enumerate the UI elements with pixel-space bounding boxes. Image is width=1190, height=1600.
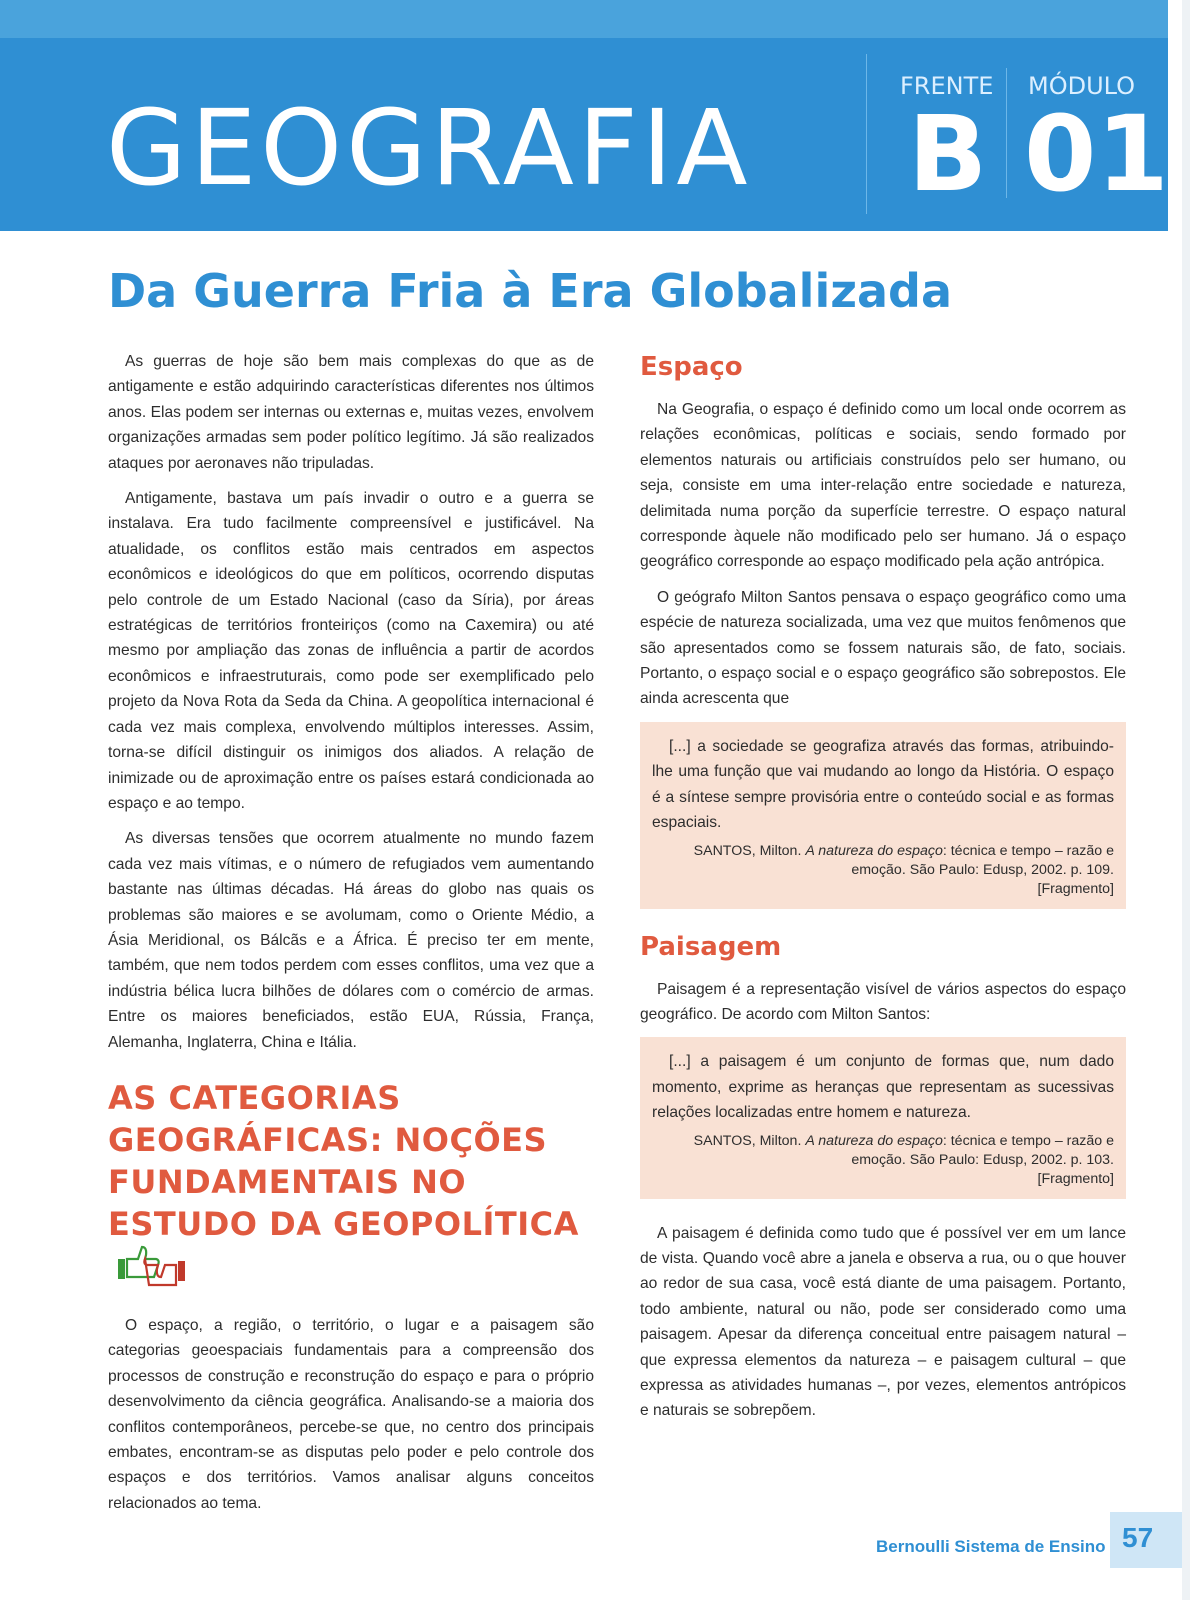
paragraph: A paisagem é definida como tudo que é possível ver em um lance de vista. Quando você abre a janela e observa a rua, ou o que houver ao redor de sua casa, você está diante de uma paisagem. Portanto, todo ambiente, natural ou não, pode ser considerado como uma paisagem. Apesar da diferença conceitual entre paisagem natural – que expressa elementos da natureza – e paisagem cultural – que expressa as atividades humanas –, por vezes, elementos antrópicos e naturais se sobrepõem.	[640, 1224, 1126, 1420]
citation	[652, 1132, 1114, 1189]
header-divider	[866, 54, 867, 214]
section-heading	[108, 1077, 594, 1301]
paragraph: O espaço, a região, o território, o lugar e a paisagem são categorias geoespaciais fundamentais para a compreensão dos processos de construção e reconstrução do espaço e para o próprio desenvolvimento da ciência geográfica. Analisando-se a maioria dos conflitos contemporâneos, percebe-se que, no centro dos principais embates, encontram-se as disputas pelo poder e pelo controle dos espaços e dos territórios. Vamos analisar alguns conceitos relacionados ao tema.	[108, 1316, 594, 1512]
paragraph: As diversas tensões que ocorrem atualmente no mundo fazem cada vez mais vítimas, e o número de refugiados vem aumentando bastante nas últimas décadas. Há áreas do globo nas quais os problemas são maiores e se avolumam, como o Oriente Médio, a Ásia Meridional, os Bálcãs e a África. É preciso ter em mente, também, que nem todos perdem com esses conflitos, uma vez que a indústria bélica lucra bilhões de dólares com o comércio de armas. Entre os maiores beneficiados, estão EUA, Rússia, França, Alemanha, Inglaterra, China e Itália.	[108, 830, 594, 1051]
citation-details: : técnica e tempo – razão e emoção. São Paulo: Edusp, 2002. p. 109.	[851, 842, 1114, 878]
page-number: 57	[1122, 1522, 1154, 1553]
header-top-strip	[0, 0, 1168, 38]
page-title: Da Guerra Fria à Era Globalizada	[108, 264, 952, 318]
paragraph: Na Geografia, o espaço é definido como um local onde ocorrem as relações econômicas, políticas e sociais, sendo formado por elementos naturais ou artificiais construídos pelo ser humano, ou seja, consiste em uma inter-relação entre sociedade e natureza, delimitada numa porção da superfície terrestre. O espaço natural corresponde àquele não modificado pelo ser humano. Já o espaço geográfico corresponde ao espaço modificado pela ação antrópica.	[640, 401, 1126, 571]
paragraph: O geógrafo Milton Santos pensava o espaço geográfico como uma espécie de natureza socializada, uma vez que muitos fenômenos que são apresentados como se fossem naturais são, de fato, sociais. Portanto, o espaço social e o espaço geográfico são sobrepostos. Ele ainda acrescenta que	[640, 588, 1126, 708]
citation-fragment: [Fragmento]	[1037, 880, 1114, 897]
citation-book: A natureza do espaço	[805, 842, 943, 859]
citation-author: SANTOS, Milton.	[693, 1132, 806, 1149]
section-heading-text: AS CATEGORIAS GEOGRÁFICAS: NOÇÕES FUNDAMENTAIS NO ESTUDO DA GEOPOLÍTICA	[108, 1078, 579, 1243]
frente-value: B	[908, 93, 988, 215]
header-divider	[1006, 68, 1007, 198]
page-edge	[1182, 0, 1190, 1600]
paragraph: Antigamente, bastava um país invadir o outro e a guerra se instalava. Era tudo facilmente compreensível e justificável. Na atualidade, os conflitos estão mais centrados em aspectos econômicos e ideológicos do que em políticos, ocorrendo disputas pelo controle de um Estado Nacional (caso da Síria), por áreas estratégicas de territórios fronteiriços (como na Caxemira) ou até mesmo por ampliação das zonas de influência a partir de acordos econômicos e infraestruturais, como pode ser exemplificado pelo projeto da Nova Rota da Seda da China. A geopolítica internacional é cada vez mais complexa, envolvendo múltiplos interesses. Assim, torna-se difícil distinguir os inimigos dos aliados. A relação de inimizade ou de aproximação entre os países estará condicionada ao espaço e ao tempo.	[108, 490, 594, 812]
citation-fragment: [Fragmento]	[1037, 1170, 1114, 1187]
frente-label: FRENTE	[900, 72, 994, 100]
thumbs-up-down-icon	[116, 1245, 188, 1301]
subheading-paisagem: Paisagem	[640, 931, 782, 962]
citation-details: : técnica e tempo – razão e emoção. São Paulo: Edusp, 2002. p. 103.	[851, 1132, 1114, 1168]
subheading-espaco: Espaço	[640, 352, 743, 382]
quote-box	[640, 1037, 1126, 1198]
modulo-value: 01	[1024, 93, 1169, 215]
left-column	[108, 349, 594, 1526]
quote-box	[640, 722, 1126, 909]
footer-brand: Bernoulli Sistema de Ensino	[876, 1537, 1106, 1556]
paragraph: Paisagem é a representação visível de vários aspectos do espaço geográfico. De acordo com Milton Santos:	[640, 980, 1126, 1023]
citation-author: SANTOS, Milton.	[693, 842, 806, 859]
citation	[652, 842, 1114, 899]
page-header	[0, 38, 1168, 231]
right-column	[640, 351, 1126, 1434]
paragraph: As guerras de hoje são bem mais complexas do que as de antigamente e estão adquirindo características diferentes nos últimos anos. Elas podem ser internas ou externas e, muitas vezes, envolvem organizações armadas sem poder político legítimo. Já são realizados ataques por aeronaves não tripuladas.	[108, 353, 594, 472]
quote-text: [...] a sociedade se geografiza através das formas, atribuindo-lhe uma função que vai mudando ao longo da História. O espaço é a síntese sempre provisória entre o conteúdo social e as formas espaciais.	[652, 737, 1114, 832]
quote-text: [...] a paisagem é um conjunto de formas que, num dado momento, exprime as heranças que representam as sucessivas relações localizadas entre homem e natureza.	[652, 1053, 1114, 1122]
modulo-label: MÓDULO	[1028, 72, 1136, 100]
citation-book: A natureza do espaço	[805, 1132, 943, 1149]
subject-title: GEOGRAFIA	[106, 87, 752, 209]
